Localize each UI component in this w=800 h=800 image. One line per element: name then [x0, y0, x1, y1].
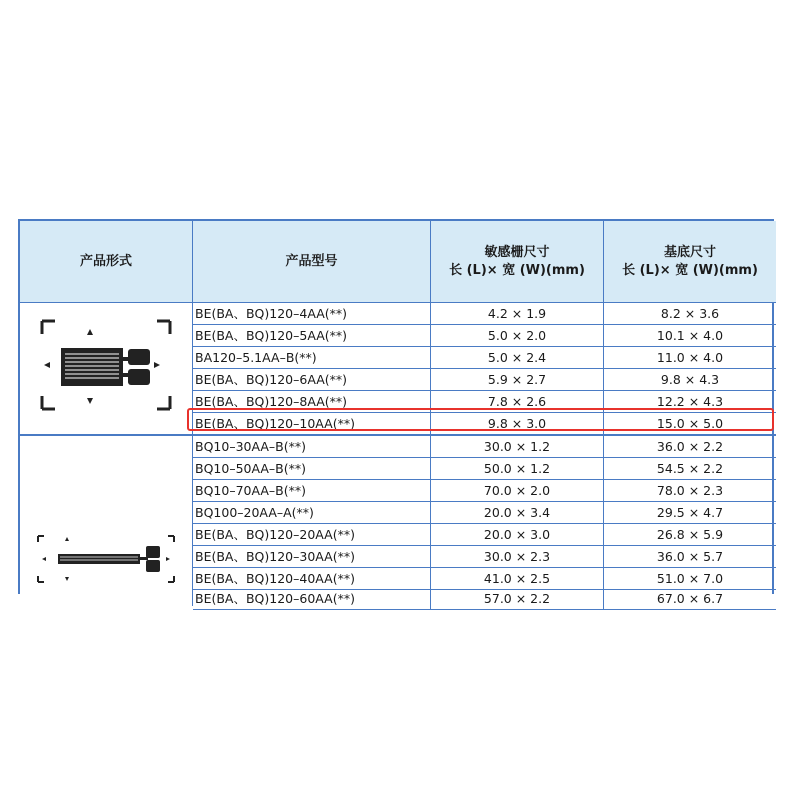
model-cell: BE(BA、BQ)120–8AA(**) [193, 391, 431, 412]
base-size-cell: 29.5 × 4.7 [656, 505, 724, 520]
strain-gauge-long-icon [20, 436, 192, 606]
grid-size-cell: 7.8 × 2.6 [431, 391, 604, 412]
model-cell: BE(BA、BQ)120–6AA(**) [193, 369, 431, 390]
model-cell: BE(BA、BQ)120–4AA(**) [193, 303, 431, 324]
grid-size-cell: 41.0 × 2.5 [431, 568, 604, 589]
header-grid-size [431, 221, 604, 302]
table-row [193, 546, 776, 568]
highlight-box [187, 408, 774, 431]
grid-size-cell: 5.9 × 2.7 [431, 369, 604, 390]
model-cell: BE(BA、BQ)120–10AA(**) [193, 413, 431, 434]
table-row [193, 480, 776, 502]
grid-size-cell: 30.0 × 2.3 [431, 546, 604, 567]
model-cell: BQ10–70AA–B(**) [193, 480, 431, 501]
table-row [193, 568, 776, 590]
product-form-cell-short [20, 303, 193, 435]
model-cell: BE(BA、BQ)120–5AA(**) [193, 325, 431, 346]
base-size-cell: 10.1 × 4.0 [656, 328, 724, 343]
base-size-cell: 11.0 × 4.0 [656, 350, 724, 365]
header-base-size-unit: 长 (L)× 宽 (W)(mm) [622, 262, 758, 278]
base-size-cell: 12.2 × 4.3 [656, 394, 724, 409]
header-product-model [193, 221, 431, 302]
header-product-form [20, 221, 193, 302]
grid-size-cell: 30.0 × 1.2 [431, 436, 604, 457]
model-cell: BE(BA、BQ)120–40AA(**) [193, 568, 431, 589]
grid-size-cell: 9.8 × 3.0 [431, 413, 604, 434]
table-row [193, 502, 776, 524]
model-cell: BE(BA、BQ)120–20AA(**) [193, 524, 431, 545]
grid-size-cell: 70.0 × 2.0 [431, 480, 604, 501]
grid-size-cell: 50.0 × 1.2 [431, 458, 604, 479]
table-row [193, 524, 776, 546]
grid-size-cell: 5.0 × 2.0 [431, 325, 604, 346]
base-size-cell: 36.0 × 5.7 [656, 549, 724, 564]
product-form-cell-long [20, 436, 193, 606]
base-size-cell: 15.0 × 5.0 [656, 416, 724, 431]
grid-size-cell: 5.0 × 2.4 [431, 347, 604, 368]
strain-gauge-short-icon [20, 303, 192, 435]
table-row-partial [193, 588, 776, 610]
grid-size-cell: 57.0 × 2.2 [431, 588, 604, 609]
header-product-form-label: 产品形式 [79, 253, 132, 269]
model-cell: BQ10–50AA–B(**) [193, 458, 431, 479]
base-size-cell: 51.0 × 7.0 [656, 571, 724, 586]
table-row [193, 303, 776, 325]
model-cell: BA120–5.1AA–B(**) [193, 347, 431, 368]
model-cell: BE(BA、BQ)120–60AA(**) [193, 588, 431, 609]
header-base-size [604, 221, 776, 302]
model-cell: BQ10–30AA–B(**) [193, 436, 431, 457]
base-size-cell: 8.2 × 3.6 [660, 306, 720, 321]
model-cell: BQ100–20AA–A(**) [193, 502, 431, 523]
grid-size-cell: 20.0 × 3.4 [431, 502, 604, 523]
base-size-cell: 78.0 × 2.3 [656, 483, 724, 498]
header-base-size-title: 基底尺寸 [663, 244, 716, 260]
grid-size-cell: 20.0 × 3.0 [431, 524, 604, 545]
base-size-cell: 54.5 × 2.2 [656, 461, 724, 476]
base-size-cell: 26.8 × 5.9 [656, 527, 724, 542]
header-product-model-label: 产品型号 [285, 253, 338, 269]
base-size-cell: 36.0 × 2.2 [656, 439, 724, 454]
header-grid-size-unit: 长 (L)× 宽 (W)(mm) [449, 262, 585, 278]
table-row [193, 436, 776, 458]
base-size-cell: 67.0 × 6.7 [656, 591, 724, 606]
grid-size-cell: 4.2 × 1.9 [431, 303, 604, 324]
table-row [193, 458, 776, 480]
base-size-cell: 9.8 × 4.3 [660, 372, 720, 387]
header-grid-size-title: 敏感栅尺寸 [484, 244, 550, 260]
table-row [193, 347, 776, 369]
gauge-spec-table [18, 219, 774, 606]
table-row [193, 369, 776, 391]
model-cell: BE(BA、BQ)120–30AA(**) [193, 546, 431, 567]
table-row [193, 325, 776, 347]
